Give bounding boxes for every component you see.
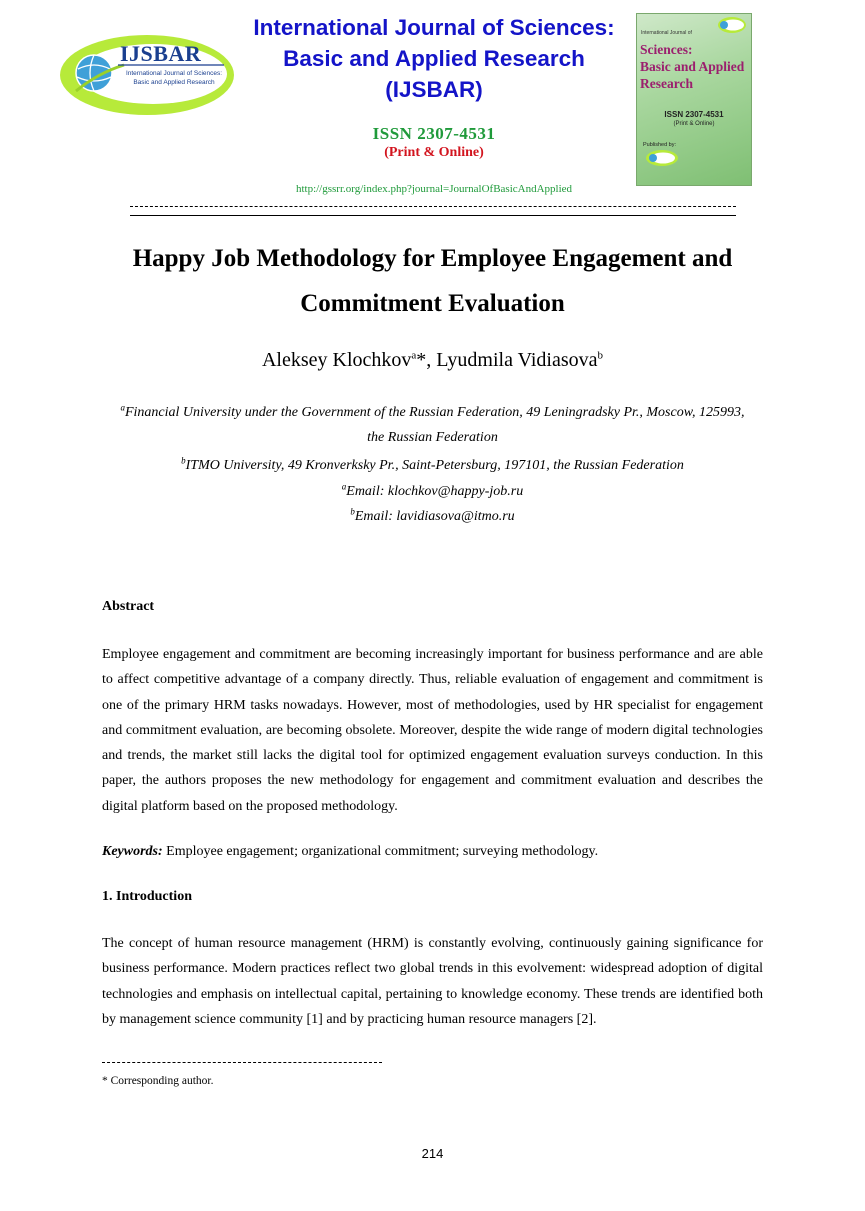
cover-small-text: International Journal of	[641, 30, 692, 36]
email-text: Email: klochkov@happy-job.ru	[346, 484, 524, 499]
journal-print-online: (Print & Online)	[384, 145, 484, 160]
journal-title	[238, 12, 630, 105]
journal-cover-image	[636, 13, 752, 186]
cover-title-line: Sciences:	[640, 42, 693, 57]
journal-logo	[58, 33, 236, 117]
email-b	[95, 504, 770, 529]
email-a	[95, 479, 770, 504]
email-mark: a	[341, 481, 347, 492]
journal-url-link[interactable]: http://gssrr.org/index.php?journal=JournalOfBasicAndApplied	[295, 183, 573, 195]
introduction-heading: 1. Introduction	[102, 889, 192, 904]
journal-title-line: International Journal of Sciences:	[253, 15, 615, 40]
header-divider-solid	[130, 215, 736, 216]
author-affiliation-mark: a	[411, 349, 417, 362]
journal-title-line: Basic and Applied Research	[283, 46, 585, 71]
cover-published-by: Published by:	[643, 142, 677, 148]
affiliation-a	[95, 400, 770, 450]
paper-title-line: Commitment Evaluation	[300, 290, 565, 317]
paper-title-line: Happy Job Methodology for Employee Engagement and	[132, 245, 733, 272]
author-affiliation-mark: b	[597, 349, 603, 362]
logo-subtitle-line: International Journal of Sciences:	[125, 70, 223, 77]
cover-title-line: Basic and Applied	[640, 59, 745, 74]
abstract-text: Employee engagement and commitment are becoming increasingly important for business performance and are able to affect competitive advantage of a company directly. Thus, reliable evaluation of engagement and commitment is one of the primary HRM tasks nowadays. However, most of methodologies, used by HR specialist for engagement and commitment evaluation, are becoming obsolete. Moreover, despite the wide range of modern digital technologies and trends, the market still lacks the digital tool for optimized engagement evaluation surveys conduction. In this paper, the authors proposes the new methodology for engagement and commitment evaluation and describes the digital platform based on the proposed methodology.	[102, 647, 763, 814]
journal-title-line: (IJSBAR)	[385, 77, 483, 102]
footnote: * Corresponding author.	[102, 1075, 214, 1087]
page-number: 214	[421, 1146, 444, 1161]
cover-title	[640, 41, 748, 92]
keywords-text: Employee engagement; organizational commitment; surveying methodology.	[162, 844, 599, 859]
logo-subtitle-line: Basic and Applied Research	[133, 79, 215, 86]
affiliation-mark: b	[181, 455, 186, 466]
header-divider-dashed	[130, 206, 736, 207]
affiliation-b	[95, 453, 770, 478]
author-separator: *,	[416, 349, 437, 371]
cover-print-online: (Print & Online)	[673, 121, 715, 127]
logo-subtitle	[118, 69, 230, 87]
cover-issn: ISSN 2307-4531	[664, 110, 724, 119]
cover-publisher-logo-icon	[645, 149, 679, 167]
author-list	[60, 349, 805, 372]
keywords-label: Keywords:	[102, 844, 163, 859]
paper-title	[60, 236, 805, 326]
cover-title-line: Research	[640, 76, 693, 91]
author-name: Aleksey Klochkov	[261, 349, 412, 371]
logo-name: IJSBAR	[120, 41, 202, 66]
affiliation-line	[95, 400, 770, 425]
author-name: Lyudmila Vidiasova	[436, 349, 598, 371]
affiliation-text: ITMO University, 49 Kronverksky Pr., Saint-Petersburg, 197101, the Russian Federation	[185, 458, 684, 473]
footnote-divider	[102, 1062, 382, 1063]
affiliation-line: the Russian Federation	[367, 430, 498, 445]
keywords	[102, 839, 763, 864]
introduction-text: The concept of human resource management (HRM) is constantly evolving, continuously gaining significance for business performance. Modern practices reflect two global trends in this evolvement: widespread adoption of digital technologies and emphasis on intellectual capital, pertaining to knowledge economy. These trends are identified both by management science community [1] and by practicing human resource managers [2].	[102, 936, 763, 1027]
journal-issn: ISSN 2307-4531	[372, 124, 496, 143]
abstract-heading: Abstract	[102, 599, 155, 614]
email-mark: b	[350, 506, 355, 517]
email-text: Email: lavidiasova@itmo.ru	[354, 509, 515, 524]
cover-logo-icon	[717, 16, 747, 34]
affiliation-text: Financial University under the Government of the Russian Federation, 49 Leningradsky Pr., Moscow, 125993,	[124, 405, 745, 420]
affiliation-mark: a	[120, 402, 125, 413]
